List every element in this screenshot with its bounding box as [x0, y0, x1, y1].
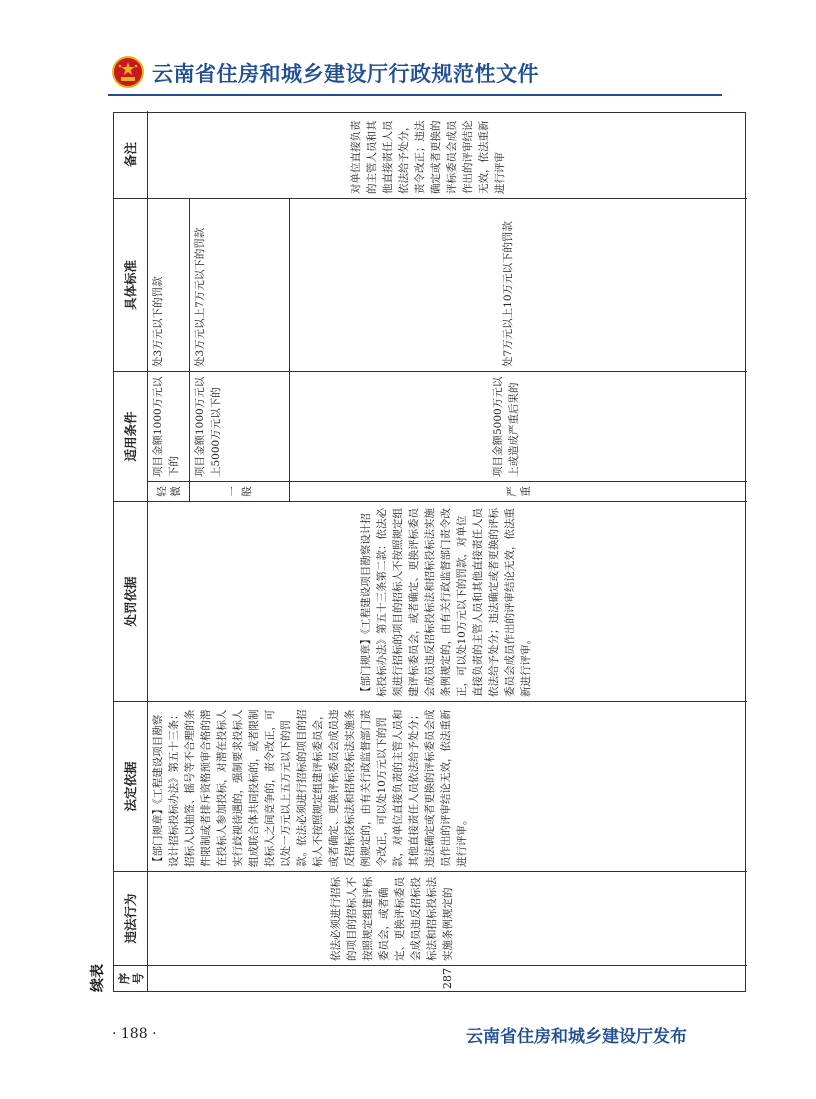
header-condition: 适用条件: [114, 371, 148, 501]
page-number: · 188 ·: [112, 1026, 157, 1042]
national-emblem-icon: [112, 56, 144, 88]
header-remarks: 备注: [114, 111, 148, 198]
condition-minor: 项目金额1000万元以下的: [148, 371, 190, 481]
level-general: 一般: [190, 481, 290, 501]
continued-label: 续表: [90, 964, 106, 992]
rotated-table-region: [90, 112, 746, 992]
penalty-table: [113, 112, 746, 992]
level-minor: 轻微: [148, 481, 190, 501]
condition-severe: 项目金额5000万元以上或造成严重后果的: [290, 371, 747, 481]
standard-general: 处3万元以上7万元以下的罚款: [190, 198, 290, 371]
condition-general: 项目金额1000万元以上5000万元以下的: [190, 371, 290, 481]
level-severe: 严重: [290, 481, 747, 501]
header-penalty-basis: 处罚依据: [114, 501, 148, 701]
row-seq: 287: [148, 965, 747, 991]
header-seq: 序号: [114, 965, 148, 991]
header-title: 云南省住房和城乡建设厅行政规范性文件: [152, 62, 539, 86]
standard-minor: 处3万元以下的罚款: [148, 198, 190, 371]
standard-severe: 处7万元以上10万元以下的罚款: [290, 198, 747, 371]
row-remarks: 对单位直接负责的主管人员和其他直接责任人员依法给予处分，责令改正；违法确定或者更换的评标委员会成员作出的评审结论无效，依法重新进行评审: [350, 120, 506, 194]
row-penalty-basis: 【部门规章】《工程建设项目勘察设计招标投标办法》第五十三条第二款：依法必须进行招标的项目的招标人不按照规定组建评标委员会，或者确定、更换评标委员会成员违反招标投标法和招标投标法实施条例规定的，由有关行政监督部门责令改正，可以处10万元以下的罚款，对单位直接负责的主管人员和其他直接责任人员依法给予处分；违法确定或者更换的评标委员会成员作出的评审结论无效，依法重新进行评审。: [148, 501, 747, 701]
row-legal-basis: 【部门规章】《工程建设项目勘察设计招标投标办法》第五十三条：招标人以抽签、摇号等不合理的条件限制或者排斥资格预审合格的潜在投标人参加投标，对潜在投标人实行歧视待遇的，强制要求投标人组成联合体共同投标的，或者限制投标人之间竞争的，责令改正，可以处一万元以上五万元以下的罚款。依法必须进行招标的项目的招标人不按照规定组建评标委员会，或者确定、更换评标委员会成员违反招标投标法和招标投标法实施条例规定的，由有关行政监督部门责令改正，可以处10万元以下的罚款，对单位直接负责的主管人员和其他直接责任人员依法给予处分；违法确定或者更换的评标委员会成员作出的评审结论无效，依法重新进行评审。: [148, 701, 747, 871]
header-act: 违法行为: [114, 871, 148, 965]
header-rule: [108, 94, 722, 96]
header-standard: 具体标准: [114, 198, 148, 371]
row-illegal-act: 依法必须进行招标的项目的招标人不按照规定组建评标委员会，或者确定、更换评标委员会成员违反招标投标法和招标投标法实施条例规定的: [148, 871, 747, 965]
footer-publisher: 云南省住房和城乡建设厅发布: [466, 1027, 687, 1047]
header-legal-basis: 法定依据: [114, 701, 148, 871]
